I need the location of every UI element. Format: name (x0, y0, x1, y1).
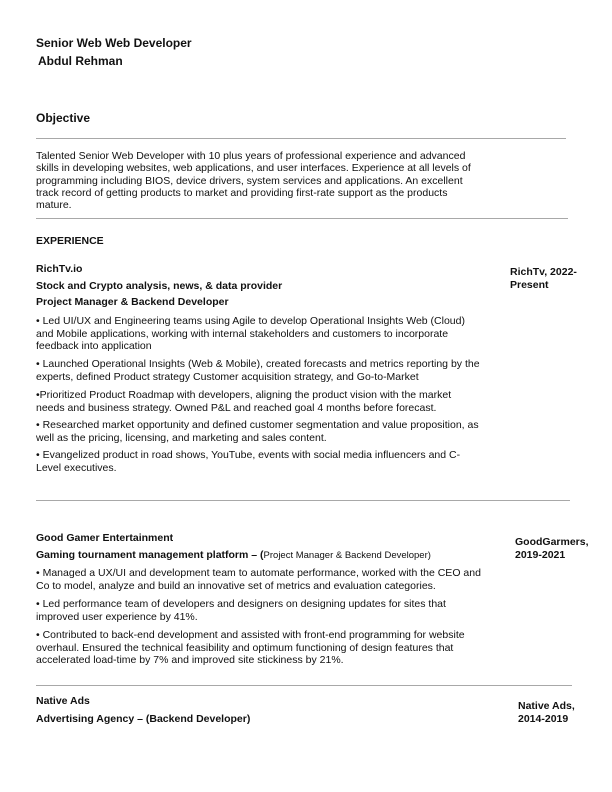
divider (36, 138, 566, 139)
job-side-line: Present (510, 279, 549, 291)
job-side-line: Native Ads, (518, 700, 575, 712)
job-bullet: • Led UI/UX and Engineering teams using Agile to develop Operational Insights Web (Cloud) and Mobile applications, working with internal stakeholders and customers to incorporate feedback into application (36, 315, 465, 353)
job-subtitle: Gaming tournament management platform – ( (36, 549, 264, 561)
job-role: Project Manager & Backend Developer) (263, 550, 431, 561)
job-side-line: GoodGarmers, (515, 536, 589, 548)
job-side-date (515, 536, 589, 562)
job-bullet: • Led performance team of developers and designers on designing updates for sites that improved user experience by 41%. (36, 598, 446, 623)
job-bullet: • Evangelized product in road shows, YouTube, events with social media influencers and C-Level executives. (36, 449, 461, 474)
job-company: Good Gamer Entertainment (36, 532, 174, 544)
job-bullet: • Contributed to back-end development and assisted with front-end programming for website overhaul. Ensured the technical feasibility and optimum functioning of design features that accelerated load-time by 7% and improved site stickiness by 21%. (36, 629, 465, 667)
objective-text: Talented Senior Web Developer with 10 plus years of professional experience and advanced skills in developing websites, web applications, and user interfaces. Experience at all levels of programming including BIOS, device drivers, system services and applications. An excellent track record of getting products to market and providing first-rate support as the products mature. (36, 150, 471, 212)
job-subtitle: Advertising Agency – (Backend Developer) (36, 713, 251, 725)
divider (36, 218, 568, 219)
divider (36, 685, 572, 686)
job-bullet: •Prioritized Product Roadmap with developers, aligning the product vision with the market needs and business strategy. Owned P&L and reached goal 4 months before forecast. (36, 389, 452, 414)
job-side-date (518, 700, 575, 726)
job-side-line: RichTv, 2022- (510, 266, 577, 278)
job-role: Project Manager & Backend Developer (36, 296, 229, 308)
job-bullet: • Researched market opportunity and defined customer segmentation and value proposition, as well as the pricing, licensing, and marketing and sales content. (36, 419, 479, 444)
job-company: RichTv.io (36, 263, 83, 275)
job-side-line: 2014-2019 (518, 713, 569, 725)
job-bullet: • Managed a UX/UI and development team to automate performance, worked with the CEO and Co to model, analyze and build an innovative set of metrics and evaluation categories. (36, 567, 481, 592)
experience-heading: EXPERIENCE (36, 235, 104, 247)
job-title: Senior Web Web Developer (36, 36, 192, 50)
job-subtitle: Stock and Crypto analysis, news, & data provider (36, 280, 283, 292)
divider (36, 500, 570, 501)
job-side-line: 2019-2021 (515, 549, 566, 561)
candidate-name: Abdul Rehman (38, 54, 123, 68)
job-company: Native Ads (36, 695, 90, 707)
job-subtitle-line (36, 549, 431, 561)
job-bullet: • Launched Operational Insights (Web & Mobile), created forecasts and metrics reporting by the experts, defined Product strategy Customer acquisition strategy, and Go-to-Market (36, 358, 480, 383)
objective-heading: Objective (36, 111, 91, 125)
job-side-date (510, 266, 577, 292)
